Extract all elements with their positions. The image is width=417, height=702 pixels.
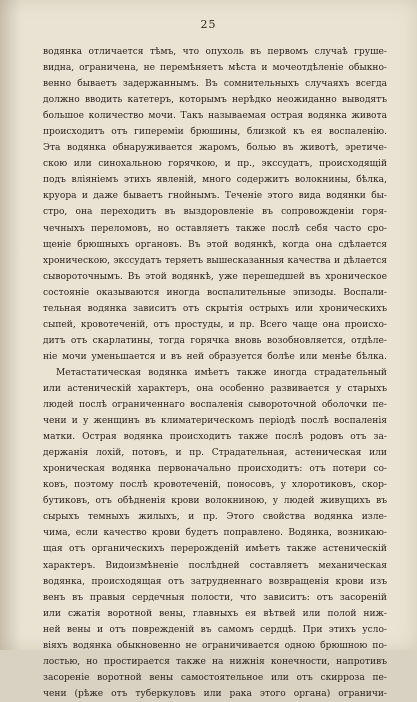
text-line: круора и даже бываетъ гнойнымъ. Теченіе этого вида водянки бы-: [43, 191, 387, 202]
text-line: ніе мочи уменьшается и въ ней образуется болѣе или менѣе бѣлка.: [43, 351, 387, 362]
text-line: людей послѣ ограниченнаго воспаленія сывороточной оболочки пе-: [43, 400, 387, 411]
text-line: держанія лохій, потовъ, и пр. Страдательная, астеническая или: [43, 448, 387, 459]
text-line: чечныхъ переломовъ, но оставляетъ также послѣ себя часто сро-: [43, 223, 387, 234]
text-line: щая отъ органическихъ перерожденій имѣетъ также астеническій: [43, 544, 387, 555]
text-line: венно бываетъ задержаннымъ. Въ сомнительныхъ случаяхъ всегда: [43, 79, 387, 90]
text-line: состояніе оказываются иногда воспалительные эпизоды. Воспали-: [43, 287, 387, 298]
text-line: віяхъ водянка обыкновенно не ограничивается одною брюшною по-: [43, 640, 387, 651]
text-line: хроническою, экссудатъ теряетъ вышесказанныя качества и дѣлается: [43, 255, 387, 266]
text-line: сывороточнымъ. Въ этой водянкѣ, уже перешедшей въ хроническое: [43, 271, 387, 282]
text-line: происходитъ отъ гипереміи брюшины, близкой къ ея воспаленію.: [43, 127, 387, 138]
text-line: матки. Острая водянка происходитъ также послѣ родовъ отъ за-: [43, 432, 387, 443]
text-line: водянка отличается тѣмъ, что опухоль въ первомъ случаѣ груше-: [43, 47, 387, 57]
text-line: ковъ, поэтому послѣ кровотеченій, поносовъ, у хлоротиковъ, скор-: [43, 480, 387, 491]
body-text: [43, 44, 387, 702]
text-line: стро, она переходитъ въ выздоровленіе въ сопровожденіи горя-: [43, 207, 387, 218]
text-line: сырыхъ темныхъ жилыхъ, и пр. Этого свойства водянка изле-: [43, 512, 387, 523]
text-line: сыпей, кровотеченій, отъ простуды, и пр. Всего чаще она происхо-: [43, 319, 387, 330]
text-line: засореніе воротной вены самостоятельное или отъ скирроза пе-: [43, 672, 387, 683]
text-line: водянка, происходящая отъ затрудненнаго возвращенія крови изъ: [43, 576, 387, 587]
text-line: тельная водянка зависитъ отъ скрытія острыхъ или хроническихъ: [43, 303, 387, 314]
text-line: чени и у женщинъ въ климатерическомъ періодѣ послѣ воспаленія: [43, 416, 387, 427]
text-line: дитъ отъ скарлатины, тогда горячка вновь возобновляется, отдѣле-: [43, 335, 387, 346]
text-line: Эта водянка обнаруживается жаромъ, болью въ животѣ, эретиче-: [43, 143, 387, 154]
text-line: видна, ограничена, не перемѣняетъ мѣста и мочеотдѣленіе обыкно-: [43, 63, 387, 74]
page-number: 25: [200, 18, 217, 31]
text-line: подъ вліяніемъ этихъ явленій, много содержитъ волокнины, бѣлка,: [43, 175, 387, 186]
text-line: ней вены и отъ поврежденій въ самомъ сердцѣ. При этихъ усло-: [43, 624, 387, 635]
gutter-shadow: [0, 0, 22, 650]
text-line: венъ въ правыя сердечныя полости, что зависитъ: отъ засореній: [43, 592, 387, 603]
text-line: должно вводить катетеръ, которымъ нерѣдко неожиданно выводятъ: [43, 95, 387, 106]
text-line: бутиковъ, отъ обѣдненія крови волокниною, у людей живущихъ въ: [43, 496, 387, 507]
text-line: или астеническій характеръ, она особенно развивается у старыхъ: [43, 383, 387, 394]
text-line: скою или синохальною горячкою, и пр., экссудатъ, происходящій: [43, 159, 387, 170]
text-line: хроническая водянка первоначально происходитъ: отъ потери со-: [43, 464, 387, 475]
text-line: характеръ. Видоизмѣненіе послѣдней составляетъ механическая: [43, 560, 387, 571]
text-line: чима, если качество крови будетъ поправлено. Водянка, возникаю-: [43, 528, 387, 539]
text-line: Метастатическая водянка имѣетъ также иногда страдательный: [56, 367, 387, 378]
text-line: большое количество мочи. Такъ называемая острая водянка живота: [43, 111, 387, 122]
text-line: лостью, но простирается также на нижнія конечности, напротивъ: [43, 656, 387, 667]
text-line: или сжатія воротной вены, главныхъ ея вѣтвей или полой ниж-: [43, 608, 387, 619]
text-line: чени (рѣже отъ туберкуловъ или рака этого органа) ограничи-: [43, 688, 387, 699]
text-line: щеніе брюшныхъ органовъ. Въ этой водянкѣ, когда она сдѣлается: [43, 239, 387, 250]
